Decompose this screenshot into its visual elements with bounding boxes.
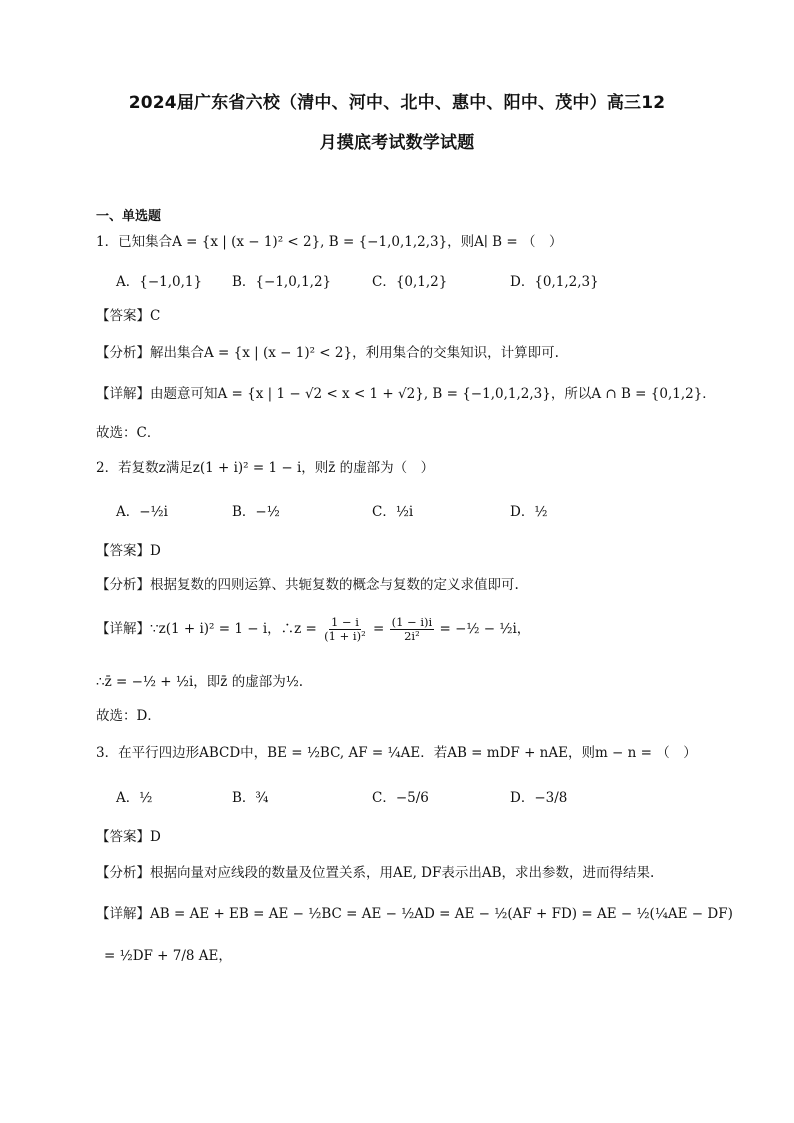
q2-option-a: A．−½i: [116, 504, 168, 520]
q3-analysis-row: [96, 863, 654, 883]
q1-choose: 故选：C．: [96, 425, 161, 441]
answer-label: 【答案】: [96, 829, 150, 845]
q2-fraction-1-numerator: 1 − i: [330, 615, 359, 629]
q2-fraction-1-denominator: (1 + i)²: [324, 629, 366, 643]
analysis-label: 【分析】: [96, 345, 150, 361]
q2-analysis-row: [96, 575, 519, 595]
q2-detail-row-2: ∴z̄ = −½ + ½i，即z̄ 的虚部为½.: [96, 674, 304, 690]
q1-analysis: 解出集合A = {x | (x − 1)² < 2}，利用集合的交集知识，计算即可.: [150, 345, 559, 361]
q2-analysis: 根据复数的四则运算、共轭复数的概念与复数的定义求值即可.: [150, 577, 519, 593]
q1-option-b: B．{−1,0,1,2}: [232, 274, 332, 290]
q1-option-d: D．{0,1,2,3}: [510, 274, 599, 290]
q1-answer-row: [96, 306, 160, 326]
q2-fraction-1: [322, 616, 368, 643]
q3-detail-1: AB = AE + EB = AE − ½BC = AE − ½AD = AE − ½(AF + FD) = AE − ½(¼AE − DF): [150, 906, 733, 922]
q2-option-c: C．½i: [372, 504, 414, 520]
q2-option-d: D．½: [510, 504, 548, 520]
q1-option-c: C．{0,1,2}: [372, 274, 448, 290]
q1-option-a: A．{−1,0,1}: [116, 274, 203, 290]
q1-answer: C: [150, 308, 161, 324]
q2-stem: 2．若复数z满足z(1 + i)² = 1 − i，则z̄ 的虚部为（ ）: [96, 460, 435, 476]
detail-label: 【详解】: [96, 386, 150, 402]
q3-answer-row: [96, 827, 161, 847]
q3-analysis: 根据向量对应线段的数量及位置关系，用AE, DF表示出AB，求出参数，进而得结果.: [150, 865, 655, 881]
q1-stem: 1．已知集合A = {x | (x − 1)² < 2}, B = {−1,0,1,2,3}，则A∣ B = （ ）: [96, 234, 563, 250]
q1-detail-row: [96, 384, 716, 404]
document-title-line-2: 月摸底考试数学试题: [319, 133, 475, 153]
q2-fraction-2-denominator: 2i²: [404, 629, 420, 643]
q3-option-b: B．¾: [232, 790, 269, 806]
q3-option-a: A．½: [116, 790, 153, 806]
q3-option-c: C．−5/6: [372, 790, 429, 806]
detail-label: 【详解】: [96, 906, 150, 922]
analysis-label: 【分析】: [96, 865, 150, 881]
q3-answer: D: [150, 829, 161, 845]
detail-label: 【详解】: [96, 621, 150, 637]
q3-detail-row-1: [96, 904, 733, 924]
document-title-line-1: 2024届广东省六校（清中、河中、北中、惠中、阳中、茂中）高三12: [128, 93, 666, 113]
q2-choose: 故选：D．: [96, 708, 161, 724]
q2-detail-text: ∵z(1 + i)² = 1 − i，∴z =: [150, 621, 317, 637]
q1-analysis-row: [96, 343, 559, 363]
q2-answer: D: [150, 543, 161, 559]
answer-label: 【答案】: [96, 543, 150, 559]
q2-equals: =: [372, 621, 385, 637]
q2-fraction-2-numerator: (1 − i)i: [391, 615, 433, 629]
section-heading: 一、单选题: [96, 209, 162, 224]
q2-answer-row: [96, 541, 161, 561]
q1-detail: 由题意可知A = {x | 1 − √2 < x < 1 + √2}, B = {−1,0,1,2,3}，所以A ∩ B = {0,1,2}．: [150, 386, 716, 402]
q2-detail-tail: = −½ − ½i，: [439, 621, 531, 637]
q3-stem: 3．在平行四边形ABCD中，BE = ½BC, AF = ¼AE．若AB = mDF + nAE，则m − n = （ ）: [96, 745, 697, 761]
q2-option-b: B．−½: [232, 504, 280, 520]
q2-fraction-2: [390, 616, 435, 643]
q2-detail-row-1: [96, 614, 530, 644]
analysis-label: 【分析】: [96, 577, 150, 593]
q3-detail-row-2: = ½DF + 7/8 AE，: [104, 948, 232, 964]
q3-option-d: D．−3/8: [510, 790, 568, 806]
answer-label: 【答案】: [96, 308, 150, 324]
